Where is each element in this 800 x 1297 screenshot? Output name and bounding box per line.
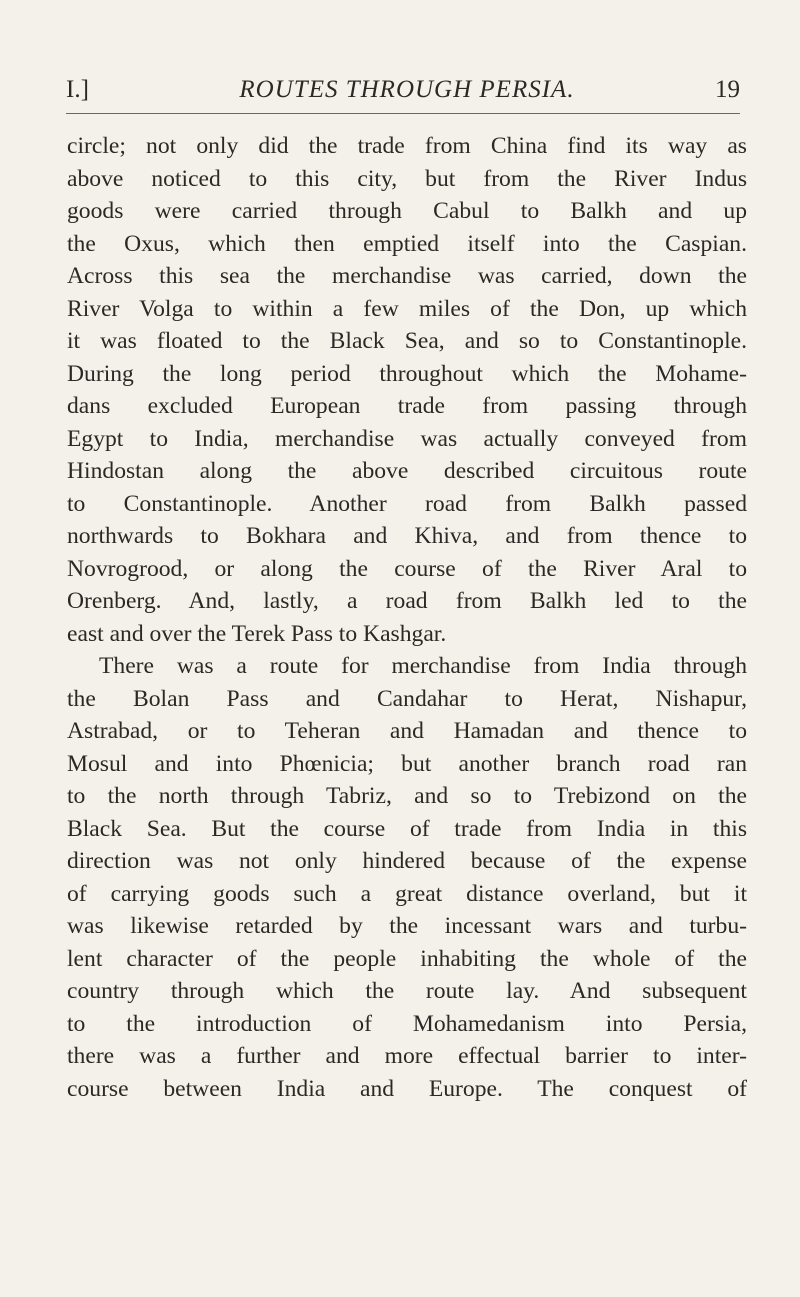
header-rule (66, 113, 740, 114)
text-line: Across this sea the merchandise was carried, down the (67, 263, 747, 289)
text-line: Mosul and into Phœnicia; but another branch road ran (67, 750, 747, 777)
text-line: Novrogrood, or along the course of the River Aral to (67, 555, 747, 582)
text-line: the Bolan Pass and Candahar to Herat, Nishapur, (67, 685, 747, 712)
text-line: of carrying goods such a great distance overland, but it (67, 880, 747, 907)
text-line: to Constantinople. Another road from Balkh passed (67, 490, 747, 517)
text-line: to the north through Tabriz, and so to Trebizond on the (67, 783, 747, 809)
text-line: northwards to Bokhara and Khiva, and from thence to (67, 523, 747, 549)
running-head (66, 76, 740, 110)
text-line: above noticed to this city, but from the River Indus (67, 165, 747, 192)
text-line: goods were carried through Cabul to Balkh and up (67, 198, 747, 224)
page-number: 19 (715, 76, 740, 103)
text-line: lent character of the people inhabiting the whole of the (67, 945, 747, 972)
text-line: River Volga to within a few miles of the Don, up which (67, 295, 747, 322)
section-mark: I.] (66, 76, 89, 103)
text-line: there was a further and more effectual barrier to inter- (67, 1043, 747, 1069)
text-line: Egypt to India, merchandise was actually conveyed from (67, 425, 747, 452)
text-line: circle; not only did the trade from China find its way as (67, 133, 747, 159)
text-line: east and over the Terek Pass to Kashgar. (67, 620, 447, 647)
text-line: direction was not only hindered because of the expense (67, 848, 747, 874)
body-text (67, 130, 747, 1105)
text-line: Orenberg. And, lastly, a road from Balkh led to the (67, 588, 747, 614)
text-line: During the long period throughout which the Mohame- (67, 360, 747, 387)
text-line: Black Sea. But the course of trade from India in this (67, 815, 747, 842)
text-line: was likewise retarded by the incessant wars and turbu- (67, 913, 747, 939)
text-line: course between India and Europe. The conquest of (67, 1075, 747, 1102)
text-line: the Oxus, which then emptied itself into the Caspian. (67, 230, 747, 257)
text-line: Astrabad, or to Teheran and Hamadan and thence to (67, 718, 747, 744)
text-line: to the introduction of Mohamedanism into Persia, (67, 1010, 747, 1037)
text-line: dans excluded European trade from passing through (67, 393, 747, 419)
text-line: There was a route for merchandise from India through (99, 653, 747, 679)
text-line: country through which the route lay. And subsequent (67, 978, 747, 1004)
running-title: ROUTES THROUGH PERSIA. (239, 76, 575, 103)
text-line: it was floated to the Black Sea, and so to Constantinople. (67, 328, 747, 354)
text-line: Hindostan along the above described circuitous route (67, 458, 747, 484)
